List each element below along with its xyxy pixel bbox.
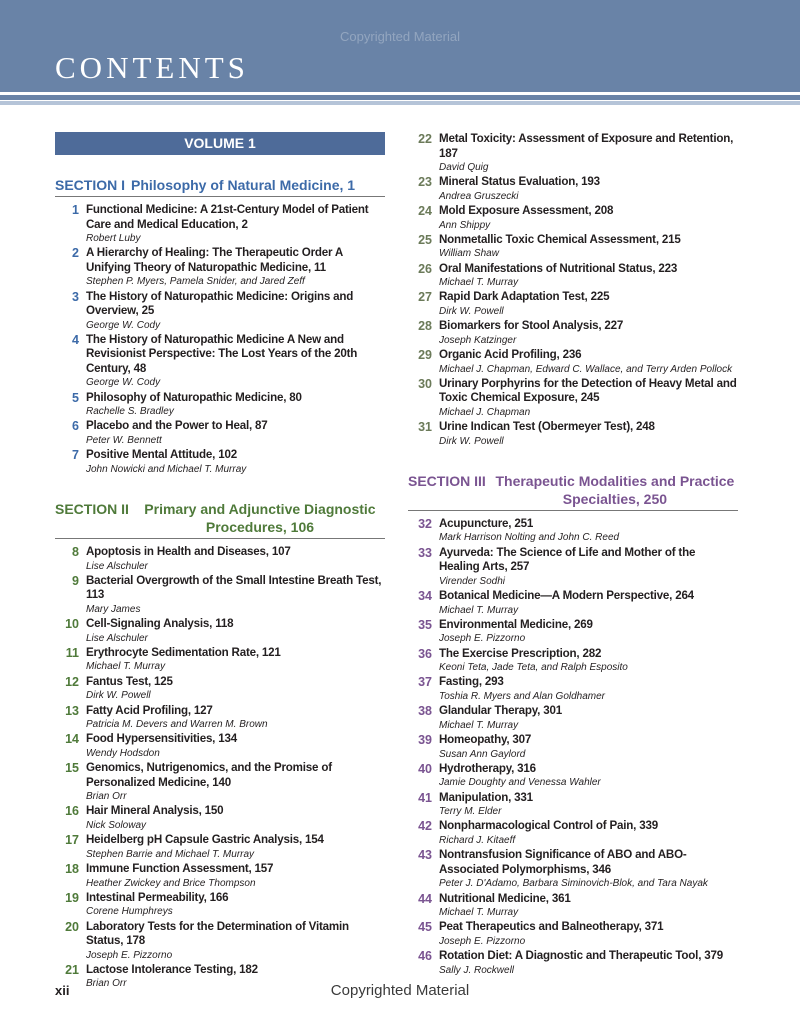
toc-entry <box>408 848 738 891</box>
chapter-number: 13 <box>65 703 79 718</box>
chapter-number: 8 <box>72 545 79 560</box>
chapter-number: 30 <box>418 376 432 391</box>
section-2-continued <box>408 132 738 449</box>
entry-body <box>86 545 385 574</box>
chapter-number: 27 <box>418 290 432 305</box>
entry-body <box>86 617 385 646</box>
entry-body <box>86 891 385 920</box>
toc-entry <box>408 647 738 676</box>
entry-body <box>439 892 738 921</box>
chapter-title: Nutritional Medicine, 361 <box>439 891 571 905</box>
chapter-number: 24 <box>418 204 432 219</box>
entry-body <box>439 733 738 762</box>
chapter-authors: Corene Humphreys <box>86 906 173 918</box>
chapter-number: 2 <box>72 246 79 261</box>
chapter-title: Organic Acid Profiling, 236 <box>439 348 582 362</box>
section-3 <box>408 472 738 978</box>
chapter-number: 11 <box>65 645 79 660</box>
toc-entry <box>408 819 738 848</box>
chapter-authors: Stephen Barrie and Michael T. Murray <box>86 848 255 860</box>
toc-entry <box>55 862 385 891</box>
entry-body <box>86 646 385 675</box>
chapter-authors: Toshia R. Myers and Alan Goldhamer <box>439 690 606 702</box>
chapter-authors: Terry M. Elder <box>439 806 502 818</box>
toc-entry <box>408 920 738 949</box>
toc-entry <box>408 517 738 546</box>
chapter-authors: Richard J. Kitaeff <box>439 834 516 846</box>
entry-body <box>86 574 385 617</box>
chapter-number: 7 <box>72 448 79 463</box>
section-number: SECTION I <box>55 177 126 193</box>
toc-entry <box>55 920 385 963</box>
entry-body <box>439 791 738 820</box>
chapter-authors: Dirk W. Powell <box>439 305 504 317</box>
chapter-title: The Exercise Prescription, 282 <box>439 646 602 660</box>
chapter-title: Laboratory Tests for the Determination of Vitamin Status, 178 <box>86 919 349 948</box>
chapter-number: 45 <box>418 920 432 935</box>
chapter-authors: Peter W. Bennett <box>86 434 162 446</box>
header-stripe-light <box>0 101 800 105</box>
toc-entry <box>55 675 385 704</box>
toc-entry <box>55 732 385 761</box>
chapter-title: Hair Mineral Analysis, 150 <box>86 804 224 818</box>
entry-body <box>439 546 738 589</box>
chapter-number: 17 <box>65 833 79 848</box>
chapter-number: 19 <box>65 890 79 905</box>
right-column <box>408 132 738 978</box>
entry-body <box>86 419 385 448</box>
chapter-number: 36 <box>418 646 432 661</box>
chapter-title: Metal Toxicity: Assessment of Exposure and Retention, 187 <box>439 132 734 160</box>
entry-body <box>439 319 738 348</box>
chapter-title: Hydrotherapy, 316 <box>439 761 536 775</box>
entry-body <box>86 862 385 891</box>
entry-list <box>408 517 738 978</box>
chapter-title: Environmental Medicine, 269 <box>439 617 593 631</box>
toc-entry <box>55 574 385 617</box>
chapter-authors: William Shaw <box>439 248 499 260</box>
section-heading <box>55 500 385 539</box>
entry-body <box>439 647 738 676</box>
entry-body <box>439 262 738 291</box>
chapter-authors: Ann Shippy <box>439 219 491 231</box>
toc-entry <box>408 546 738 589</box>
chapter-number: 44 <box>418 891 432 906</box>
toc-entry <box>55 419 385 448</box>
chapter-number: 14 <box>65 732 79 747</box>
chapter-number: 16 <box>65 804 79 819</box>
chapter-number: 42 <box>418 819 432 834</box>
chapter-title: Nonpharmacological Control of Pain, 339 <box>439 819 658 833</box>
page-title: CONTENTS <box>55 50 249 85</box>
chapter-authors: Michael T. Murray <box>86 661 166 673</box>
chapter-authors: Mark Harrison Nolting and John C. Reed <box>439 532 620 544</box>
entry-body <box>86 732 385 761</box>
chapter-title: Lactose Intolerance Testing, 182 <box>86 962 258 976</box>
entry-body <box>86 333 385 391</box>
toc-entry <box>55 391 385 420</box>
chapter-title: Oral Manifestations of Nutritional Status, 223 <box>439 261 678 275</box>
toc-entry <box>55 833 385 862</box>
chapter-number: 1 <box>72 203 79 217</box>
toc-entry <box>55 203 385 246</box>
chapter-title: Botanical Medicine—A Modern Perspective, 264 <box>439 589 694 603</box>
chapter-authors: Robert Luby <box>86 233 141 244</box>
chapter-title: The History of Naturopathic Medicine A New and Revisionist Perspective: The Lost Years of the 20th Century, 48 <box>86 332 358 375</box>
chapter-title: Urinary Porphyrins for the Detection of Heavy Metal and Toxic Chemical Exposure, 245 <box>439 376 737 405</box>
chapter-authors: Rachelle S. Bradley <box>86 406 174 418</box>
chapter-title: Positive Mental Attitude, 102 <box>86 448 237 462</box>
chapter-authors: Joseph E. Pizzorno <box>86 949 173 961</box>
entry-body <box>86 246 385 289</box>
chapter-number: 12 <box>65 674 79 689</box>
chapter-title: Immune Function Assessment, 157 <box>86 862 274 876</box>
entry-body <box>439 848 738 891</box>
chapter-title: Mineral Status Evaluation, 193 <box>439 175 600 189</box>
section-1 <box>55 176 385 477</box>
toc-entry <box>55 545 385 574</box>
toc-entry <box>55 704 385 733</box>
chapter-title: Fantus Test, 125 <box>86 674 173 688</box>
entry-body <box>439 920 738 949</box>
chapter-title: Placebo and the Power to Heal, 87 <box>86 419 268 433</box>
chapter-title: Erythrocyte Sedimentation Rate, 121 <box>86 645 281 659</box>
chapter-authors: Wendy Hodsdon <box>86 747 160 759</box>
chapter-authors: Susan Ann Gaylord <box>439 748 526 760</box>
entry-body <box>439 377 738 420</box>
chapter-title: Rotation Diet: A Diagnostic and Therapeutic Tool, 379 <box>439 949 723 963</box>
entry-body <box>86 203 385 246</box>
chapter-number: 23 <box>418 175 432 190</box>
entry-body <box>86 704 385 733</box>
toc-entry <box>55 646 385 675</box>
entry-list <box>55 203 385 477</box>
toc-entry <box>408 892 738 921</box>
entry-body <box>86 804 385 833</box>
chapter-number: 46 <box>418 949 432 964</box>
chapter-title: Glandular Therapy, 301 <box>439 704 562 718</box>
chapter-number: 38 <box>418 704 432 719</box>
entry-body <box>86 290 385 333</box>
chapter-authors: Michael J. Chapman, Edward C. Wallace, and Terry Arden Pollock <box>439 363 733 375</box>
chapter-authors: Nick Soloway <box>86 819 147 831</box>
toc-entry <box>408 175 738 204</box>
chapter-authors: Michael T. Murray <box>439 277 519 289</box>
toc-entry <box>408 704 738 733</box>
chapter-number: 33 <box>418 545 432 560</box>
chapter-number: 32 <box>418 516 432 531</box>
chapter-title: Homeopathy, 307 <box>439 733 532 747</box>
watermark-bottom: Copyrighted Material <box>330 982 470 999</box>
chapter-authors: Lise Alschuler <box>86 632 148 644</box>
page-number: xii <box>55 983 70 998</box>
entry-list <box>55 545 385 992</box>
chapter-number: 9 <box>72 573 79 588</box>
chapter-number: 35 <box>418 617 432 632</box>
chapter-authors: Andrea Gruszecki <box>439 190 519 202</box>
chapter-number: 28 <box>418 319 432 334</box>
chapter-authors: Peter J. D'Adamo, Barbara Siminovich-Blok, and Tara Nayak <box>439 878 708 890</box>
chapter-authors: Joseph E. Pizzorno <box>439 633 526 645</box>
chapter-authors: Heather Zwickey and Brice Thompson <box>86 877 256 889</box>
chapter-authors: Brian Orr <box>86 978 127 990</box>
entry-body <box>86 448 385 477</box>
chapter-title: Fatty Acid Profiling, 127 <box>86 703 213 717</box>
chapter-title: Philosophy of Naturopathic Medicine, 80 <box>86 390 302 404</box>
chapter-title: A Hierarchy of Healing: The Therapeutic Order A Unifying Theory of Naturopathic Medicine, 11 <box>86 246 343 274</box>
entry-body <box>439 819 738 848</box>
entry-body <box>439 589 738 618</box>
entry-body <box>439 132 738 175</box>
chapter-authors: Michael T. Murray <box>439 604 519 616</box>
chapter-number: 15 <box>65 761 79 776</box>
chapter-number: 34 <box>418 589 432 604</box>
chapter-authors: George W. Cody <box>86 319 161 331</box>
volume-heading: VOLUME 1 <box>55 132 385 155</box>
chapter-title: Genomics, Nutrigenomics, and the Promise of Personalized Medicine, 140 <box>86 761 332 789</box>
chapter-title: Ayurveda: The Science of Life and Mother of the Healing Arts, 257 <box>439 545 696 574</box>
chapter-title: Urine Indican Test (Obermeyer Test), 248 <box>439 420 655 434</box>
toc-entry <box>55 448 385 477</box>
chapter-number: 43 <box>418 848 432 863</box>
chapter-number: 5 <box>72 390 79 405</box>
toc-entry <box>408 675 738 704</box>
chapter-title: Peat Therapeutics and Balneotherapy, 371 <box>439 920 664 934</box>
toc-entry <box>408 290 738 319</box>
chapter-title: Apoptosis in Health and Diseases, 107 <box>86 545 291 559</box>
toc-entry <box>408 791 738 820</box>
toc-entry <box>408 762 738 791</box>
toc-entry <box>408 949 738 978</box>
entry-body <box>439 949 738 978</box>
chapter-number: 31 <box>418 420 432 435</box>
chapter-title: Intestinal Permeability, 166 <box>86 890 229 904</box>
chapter-number: 26 <box>418 261 432 276</box>
chapter-authors: Patricia M. Devers and Warren M. Brown <box>86 719 268 731</box>
section-number: SECTION II <box>55 501 129 518</box>
chapter-authors: Mary James <box>86 603 141 615</box>
toc-entry <box>408 618 738 647</box>
toc-entry <box>408 377 738 420</box>
toc-entry <box>55 617 385 646</box>
chapter-title: Cell-Signaling Analysis, 118 <box>86 617 234 631</box>
toc-entry <box>408 204 738 233</box>
chapter-authors: George W. Cody <box>86 377 161 389</box>
chapter-authors: Joseph Katzinger <box>439 334 517 346</box>
chapter-authors: John Nowicki and Michael T. Murray <box>86 463 247 475</box>
entry-body <box>439 204 738 233</box>
chapter-number: 4 <box>72 332 79 347</box>
section-2 <box>55 500 385 992</box>
entry-body <box>439 348 738 377</box>
chapter-authors: Joseph E. Pizzorno <box>439 935 526 947</box>
section-title: Philosophy of Natural Medicine, 1 <box>131 177 356 193</box>
chapter-authors: Dirk W. Powell <box>86 690 151 702</box>
section-number: SECTION III <box>408 472 486 489</box>
chapter-authors: Jamie Doughty and Venessa Wahler <box>439 777 601 789</box>
entry-body <box>439 618 738 647</box>
chapter-authors: Brian Orr <box>86 791 127 803</box>
chapter-authors: Michael T. Murray <box>439 719 519 731</box>
chapter-title: The History of Naturopathic Medicine: Origins and Overview, 25 <box>86 289 354 318</box>
chapter-authors: Sally J. Rockwell <box>439 964 515 976</box>
entry-body <box>439 704 738 733</box>
chapter-title: Rapid Dark Adaptation Test, 225 <box>439 290 610 304</box>
chapter-number: 3 <box>72 289 79 304</box>
chapter-number: 10 <box>65 617 79 632</box>
toc-entry <box>55 761 385 804</box>
chapter-number: 22 <box>418 132 432 146</box>
section-title: Primary and Adjunctive Diagnostic Procedures, 106 <box>144 501 376 536</box>
toc-entry <box>408 132 738 175</box>
chapter-number: 21 <box>65 962 79 977</box>
entry-body <box>86 391 385 420</box>
toc-entry <box>408 262 738 291</box>
chapter-authors: David Quig <box>439 162 489 173</box>
section-title: Therapeutic Modalities and Practice Specialties, 250 <box>495 472 735 507</box>
entry-body <box>439 675 738 704</box>
toc-entry <box>55 804 385 833</box>
toc-entry <box>55 333 385 391</box>
chapter-number: 39 <box>418 733 432 748</box>
toc-entry <box>408 733 738 762</box>
entry-body <box>439 517 738 546</box>
chapter-authors: Michael J. Chapman <box>439 406 531 418</box>
chapter-title: Biomarkers for Stool Analysis, 227 <box>439 319 624 333</box>
watermark-top: Copyrighted Material <box>340 29 460 44</box>
chapter-number: 37 <box>418 675 432 690</box>
chapter-title: Manipulation, 331 <box>439 790 533 804</box>
chapter-authors: Stephen P. Myers, Pamela Snider, and Jared Zeff <box>86 276 305 288</box>
toc-entry <box>408 589 738 618</box>
entry-body <box>86 675 385 704</box>
chapter-title: Acupuncture, 251 <box>439 516 534 530</box>
chapter-title: Heidelberg pH Capsule Gastric Analysis, 154 <box>86 833 324 847</box>
left-column <box>55 132 385 992</box>
section-heading <box>408 472 738 511</box>
chapter-title: Nonmetallic Toxic Chemical Assessment, 215 <box>439 232 681 246</box>
chapter-title: Bacterial Overgrowth of the Small Intestine Breath Test, 113 <box>86 573 382 602</box>
chapter-authors: Dirk W. Powell <box>439 435 504 447</box>
toc-entry <box>55 246 385 289</box>
chapter-number: 41 <box>418 790 432 805</box>
toc-entry <box>408 319 738 348</box>
chapter-title: Nontransfusion Significance of ABO and ABO-Associated Polymorphisms, 346 <box>439 848 687 876</box>
toc-entry <box>408 420 738 449</box>
chapter-title: Functional Medicine: A 21st-Century Model of Patient Care and Medical Education, 2 <box>86 203 369 231</box>
chapter-title: Mold Exposure Assessment, 208 <box>439 204 614 218</box>
chapter-authors: Michael T. Murray <box>439 907 519 919</box>
chapter-number: 25 <box>418 232 432 247</box>
entry-list <box>408 132 738 449</box>
entry-body <box>439 290 738 319</box>
chapter-authors: Lise Alschuler <box>86 560 148 572</box>
chapter-number: 18 <box>65 862 79 877</box>
toc-entry <box>408 348 738 377</box>
chapter-authors: Keoni Teta, Jade Teta, and Ralph Esposito <box>439 662 628 674</box>
chapter-title: Fasting, 293 <box>439 675 504 689</box>
header-stripe <box>0 95 800 100</box>
section-heading <box>55 176 385 197</box>
entry-body <box>439 233 738 262</box>
entry-body <box>439 762 738 791</box>
entry-body <box>86 920 385 963</box>
toc-entry <box>408 233 738 262</box>
chapter-number: 6 <box>72 419 79 434</box>
entry-body <box>439 420 738 449</box>
entry-body <box>86 833 385 862</box>
chapter-authors: Virender Sodhi <box>439 575 505 587</box>
toc-entry <box>55 891 385 920</box>
entry-body <box>439 175 738 204</box>
chapter-number: 40 <box>418 761 432 776</box>
chapter-number: 29 <box>418 348 432 363</box>
toc-entry <box>55 290 385 333</box>
entry-body <box>86 761 385 804</box>
chapter-title: Food Hypersensitivities, 134 <box>86 732 237 746</box>
chapter-number: 20 <box>65 919 79 934</box>
